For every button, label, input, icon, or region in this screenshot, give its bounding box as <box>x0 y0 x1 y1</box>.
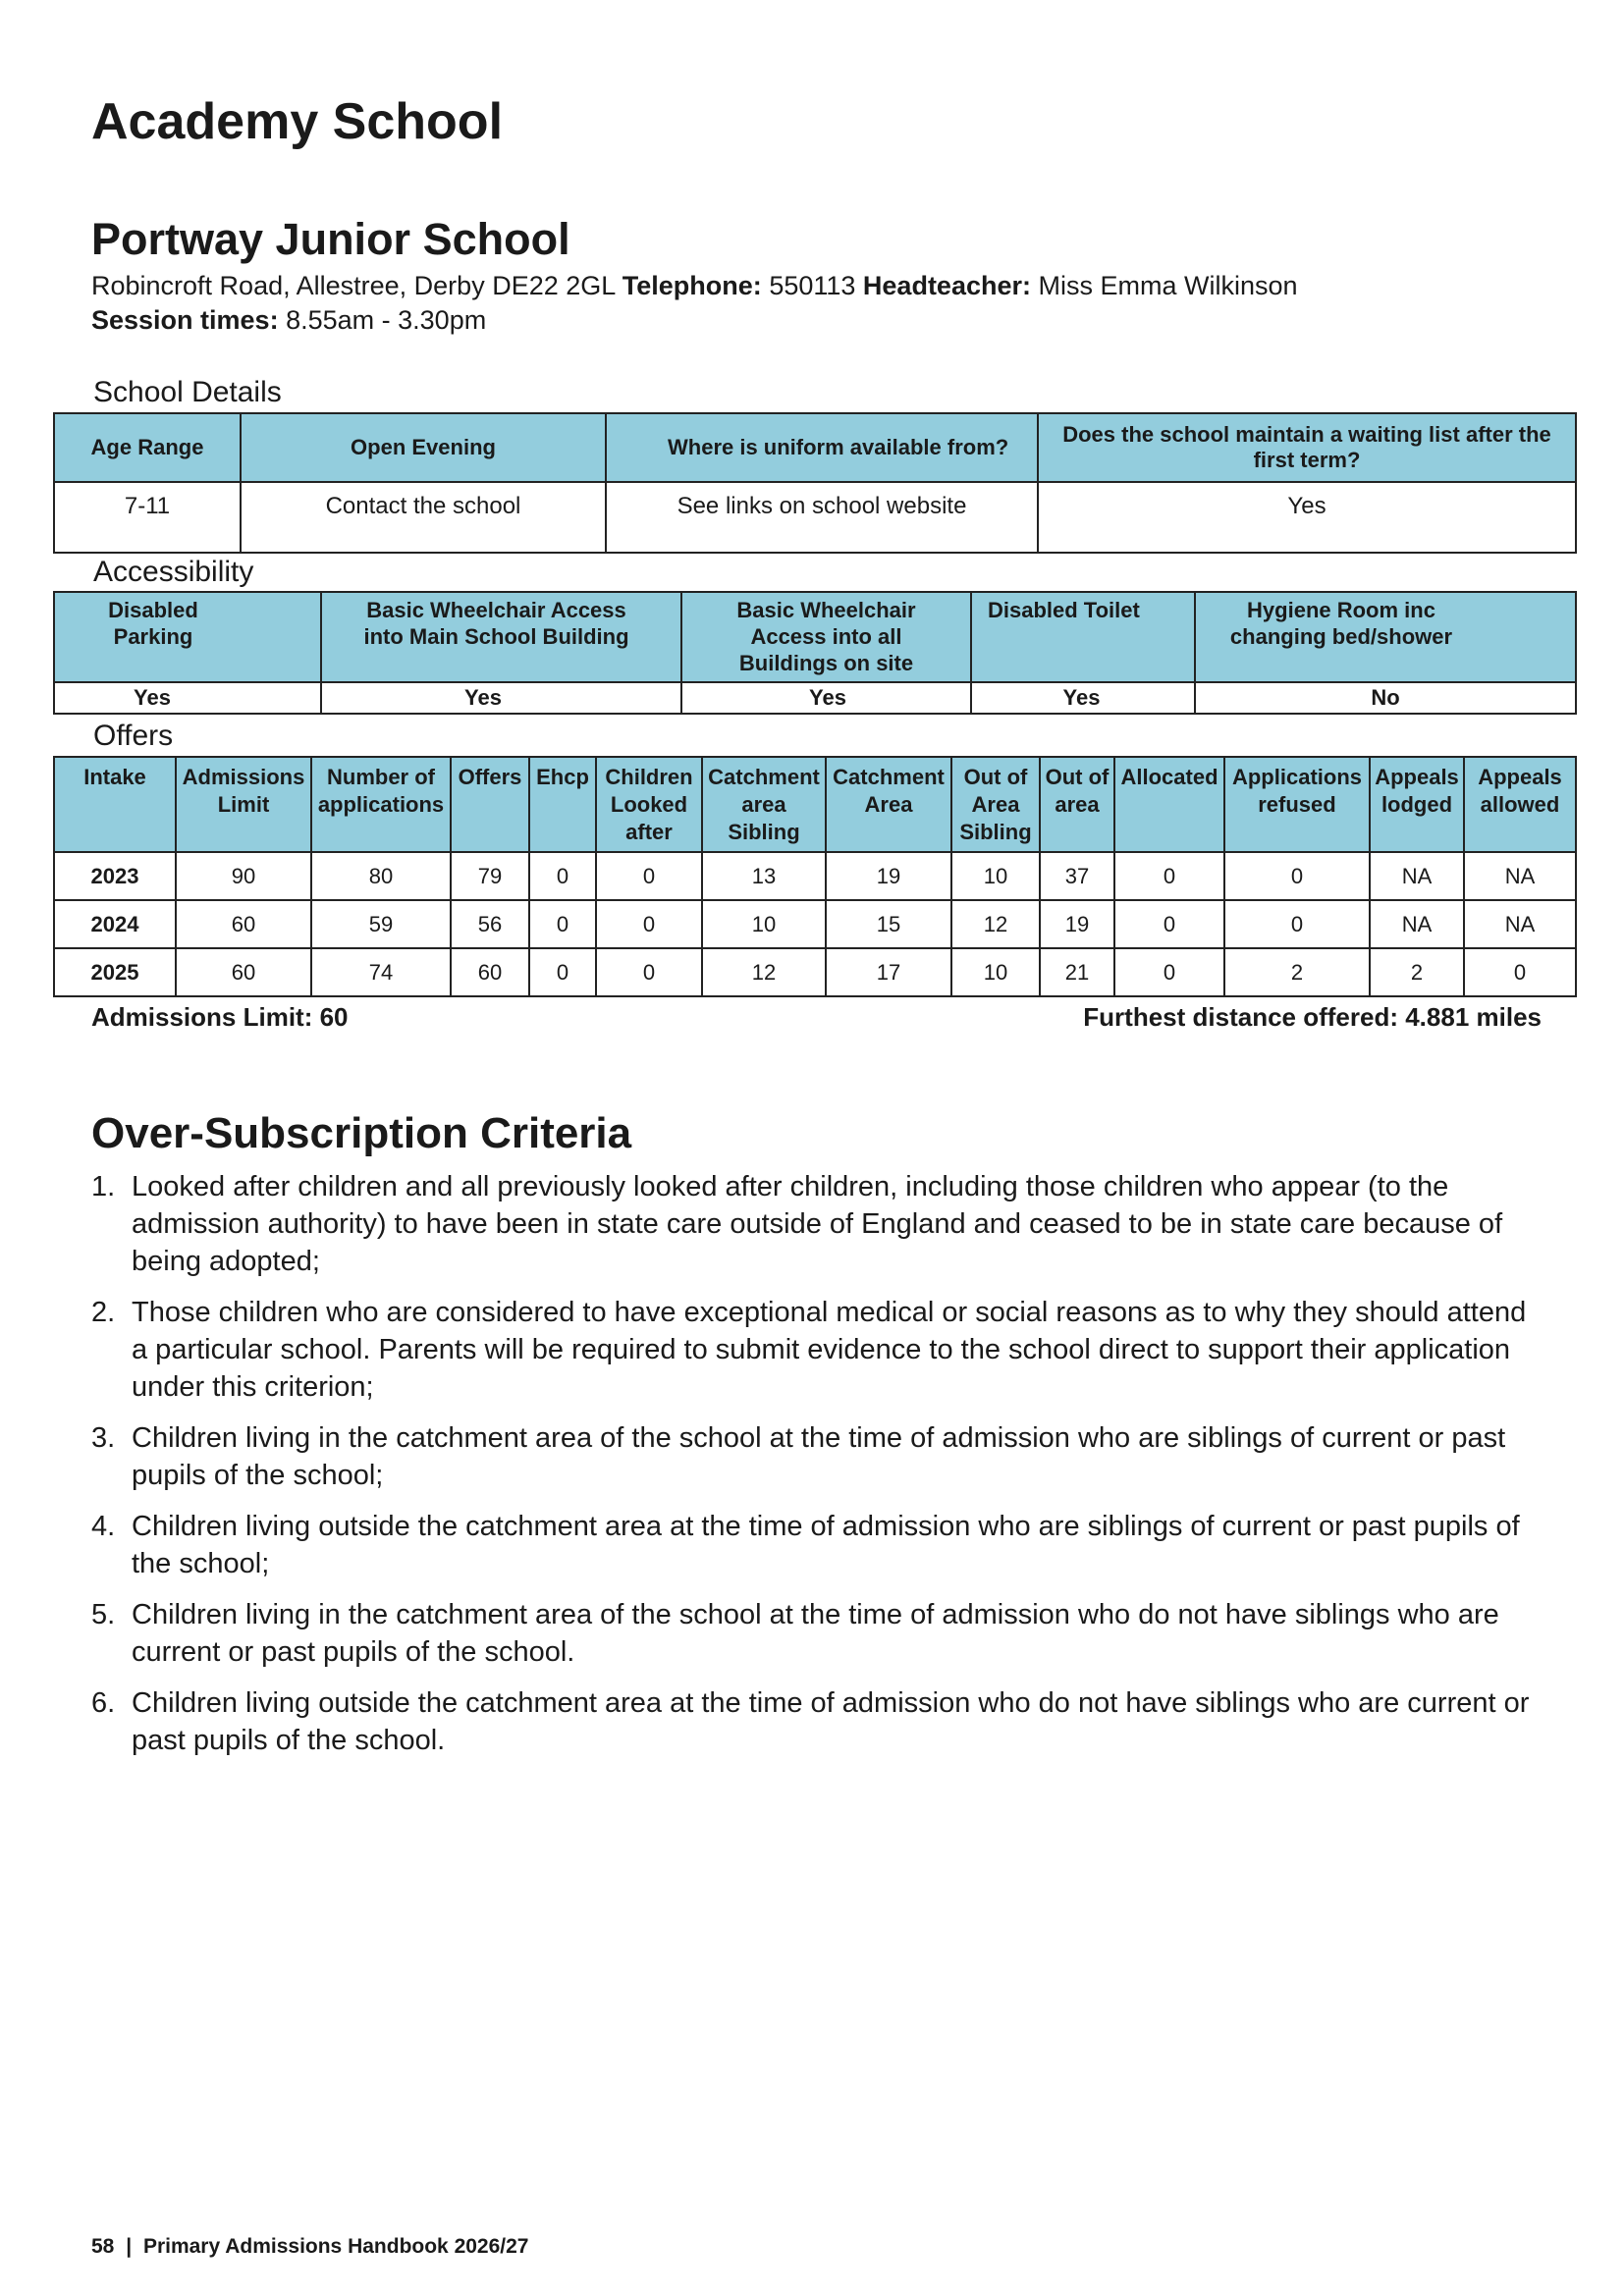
offers-cell-year: 2024 <box>54 900 176 948</box>
value-wheelchair-main: Yes <box>321 682 681 714</box>
criteria-item <box>91 1684 1544 1759</box>
offers-row <box>54 852 1576 900</box>
offers-cell: NA <box>1464 852 1576 900</box>
offers-header-row <box>54 757 1576 852</box>
session-line <box>91 303 1298 338</box>
telephone-value: 550113 <box>769 271 856 300</box>
header-disabled-toilet: Disabled Toilet <box>971 592 1195 682</box>
header-waiting-list: Does the school maintain a waiting list after the first term? <box>1038 413 1576 482</box>
offers-cell: 59 <box>311 900 451 948</box>
offers-table <box>53 756 1577 997</box>
offers-cell: 0 <box>529 852 596 900</box>
offers-cell: 60 <box>451 948 529 996</box>
offers-cell: 13 <box>702 852 826 900</box>
offers-cell: 2 <box>1370 948 1464 996</box>
offers-cell: 15 <box>826 900 951 948</box>
offers-cell: 0 <box>1224 852 1370 900</box>
criteria-item-text: Looked after children and all previously looked after children, including those children who appear (to the admission authority) to have been in state care outside of England and ceased to be in state care because of being adopted; <box>132 1171 1503 1277</box>
accessibility-heading: Accessibility <box>93 556 254 588</box>
header-hygiene-room: Hygiene Room inc changing bed/shower <box>1195 592 1576 682</box>
offers-cell: 19 <box>1040 900 1114 948</box>
offers-row <box>54 948 1576 996</box>
offers-cell: 60 <box>176 948 311 996</box>
header-allocated: Allocated <box>1114 757 1224 852</box>
header-wheelchair-all: Basic Wheelchair Access into all Buildings on site <box>681 592 971 682</box>
offers-heading: Offers <box>93 720 174 752</box>
footer-page-number: 58 <box>91 2235 115 2258</box>
criteria-item-text: Children living in the catchment area of the school at the time of admission who are siblings of current or past pupils of the school; <box>132 1422 1506 1491</box>
offers-cell: 0 <box>596 852 702 900</box>
offers-cell: 0 <box>1114 900 1224 948</box>
header-catchment-area-sibling: Catchment area Sibling <box>702 757 826 852</box>
address-line <box>91 269 1298 303</box>
session-times-value: 8.55am - 3.30pm <box>286 305 487 335</box>
header-intake: Intake <box>54 757 176 852</box>
value-age-range: 7-11 <box>54 482 241 553</box>
header-offers: Offers <box>451 757 529 852</box>
offers-cell: 79 <box>451 852 529 900</box>
offers-cell: NA <box>1464 900 1576 948</box>
offers-cell: 17 <box>826 948 951 996</box>
criteria-item <box>91 1294 1544 1406</box>
offers-cell: 12 <box>702 948 826 996</box>
header-children-looked-after: Children Looked after <box>596 757 702 852</box>
furthest-distance-summary: Furthest distance offered: 4.881 miles <box>1083 1002 1542 1032</box>
criteria-item-number: 4. <box>91 1511 116 1542</box>
criteria-item-number: 5. <box>91 1599 116 1630</box>
offers-cell: 74 <box>311 948 451 996</box>
criteria-item-text: Children living outside the catchment area at the time of admission who do not have siblings who are current or past pupils of the school. <box>132 1687 1530 1756</box>
header-wheelchair-main: Basic Wheelchair Access into Main School Building <box>321 592 681 682</box>
header-open-evening: Open Evening <box>241 413 606 482</box>
value-open-evening: Contact the school <box>241 482 606 553</box>
school-details-table <box>53 412 1577 554</box>
value-hygiene-room: No <box>1195 682 1576 714</box>
offers-cell: 90 <box>176 852 311 900</box>
footer-title: Primary Admissions Handbook 2026/27 <box>142 2235 529 2258</box>
offers-cell: 10 <box>951 948 1040 996</box>
page-footer <box>91 2236 528 2257</box>
school-details-header-row <box>54 413 1576 482</box>
criteria-item-number: 1. <box>91 1171 116 1202</box>
offers-cell: 0 <box>529 900 596 948</box>
school-details-heading: School Details <box>93 376 282 408</box>
offers-cell: 37 <box>1040 852 1114 900</box>
accessibility-table <box>53 591 1577 715</box>
offers-cell: 2 <box>1224 948 1370 996</box>
school-details-value-row <box>54 482 1576 553</box>
header-catchment-area: Catchment Area <box>826 757 951 852</box>
header-number-of-applications: Number of applications <box>311 757 451 852</box>
criteria-item-number: 3. <box>91 1422 116 1454</box>
school-name: Portway Junior School <box>91 214 570 264</box>
offers-cell: 56 <box>451 900 529 948</box>
header-out-of-area: Out of area <box>1040 757 1114 852</box>
offers-cell: NA <box>1370 852 1464 900</box>
offers-cell: 0 <box>1464 948 1576 996</box>
value-uniform: See links on school website <box>606 482 1038 553</box>
offers-cell: NA <box>1370 900 1464 948</box>
offers-cell: 12 <box>951 900 1040 948</box>
school-contact-info <box>91 269 1298 338</box>
header-age-range: Age Range <box>54 413 241 482</box>
criteria-item <box>91 1419 1544 1494</box>
headteacher-value: Miss Emma Wilkinson <box>1038 271 1298 300</box>
offers-cell: 0 <box>1114 948 1224 996</box>
offers-cell: 0 <box>529 948 596 996</box>
value-disabled-parking: Yes <box>54 682 321 714</box>
criteria-item <box>91 1508 1544 1582</box>
offers-table-body <box>54 852 1576 996</box>
criteria-item-text: Those children who are considered to have exceptional medical or social reasons as to why they should attend a particular school. Parents will be required to submit evidence to the school direct to support their application under this criterion; <box>132 1297 1527 1403</box>
criteria-list <box>91 1168 1544 1773</box>
criteria-heading: Over-Subscription Criteria <box>91 1109 632 1157</box>
header-appeals-allowed: Appeals allowed <box>1464 757 1576 852</box>
criteria-item-number: 2. <box>91 1297 116 1328</box>
offers-cell: 0 <box>596 900 702 948</box>
session-label: Session times: <box>91 305 279 335</box>
criteria-item-text: Children living in the catchment area of the school at the time of admission who do not have siblings who are current or past pupils of the school. <box>132 1599 1499 1668</box>
headteacher-label: Headteacher: <box>862 271 1031 300</box>
school-address: Robincroft Road, Allestree, Derby DE22 2GL <box>91 271 616 300</box>
criteria-item <box>91 1596 1544 1671</box>
header-uniform: Where is uniform available from? <box>606 413 1038 482</box>
value-wheelchair-all: Yes <box>681 682 971 714</box>
admissions-limit-summary: Admissions Limit: 60 <box>91 1002 349 1032</box>
offers-cell-year: 2025 <box>54 948 176 996</box>
offers-cell: 10 <box>702 900 826 948</box>
header-disabled-parking: Disabled Parking <box>54 592 321 682</box>
page-section-title: Academy School <box>91 93 504 150</box>
accessibility-value-row <box>54 682 1576 714</box>
value-waiting-list: Yes <box>1038 482 1576 553</box>
header-ehcp: Ehcp <box>529 757 596 852</box>
offers-cell-year: 2023 <box>54 852 176 900</box>
offers-cell: 60 <box>176 900 311 948</box>
offers-cell: 0 <box>596 948 702 996</box>
offers-cell: 0 <box>1114 852 1224 900</box>
offers-cell: 0 <box>1224 900 1370 948</box>
header-admissions-limit: Admissions Limit <box>176 757 311 852</box>
offers-cell: 21 <box>1040 948 1114 996</box>
criteria-item-text: Children living outside the catchment area at the time of admission who are siblings of current or past pupils of the school; <box>132 1511 1520 1579</box>
telephone-label: Telephone: <box>622 271 762 300</box>
offers-cell: 10 <box>951 852 1040 900</box>
offers-cell: 19 <box>826 852 951 900</box>
criteria-item <box>91 1168 1544 1280</box>
criteria-item-number: 6. <box>91 1687 116 1719</box>
offers-cell: 80 <box>311 852 451 900</box>
accessibility-header-row <box>54 592 1576 682</box>
header-applications-refused: Applications refused <box>1224 757 1370 852</box>
value-disabled-toilet: Yes <box>971 682 1195 714</box>
offers-row <box>54 900 1576 948</box>
header-out-of-area-sibling: Out of Area Sibling <box>951 757 1040 852</box>
footer-separator: | <box>126 2235 133 2258</box>
header-appeals-lodged: Appeals lodged <box>1370 757 1464 852</box>
